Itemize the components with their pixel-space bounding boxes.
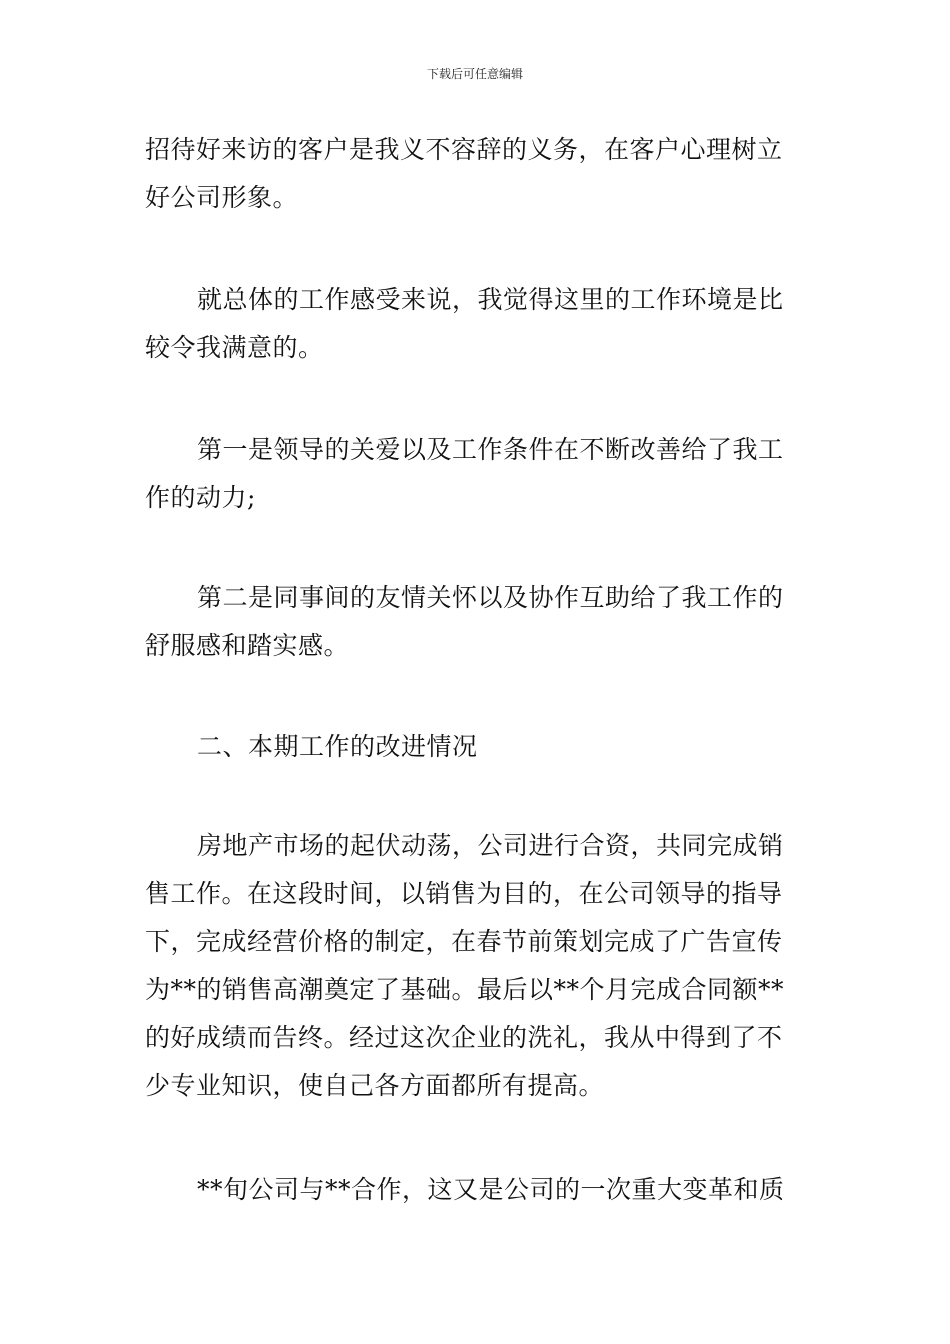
paragraph-line: **旬公司与**合作，这又是公司的一次重大变革和质 — [197, 1175, 785, 1204]
section-heading-text: 二、本期工作的改进情况 — [197, 732, 478, 761]
paragraph-line: 较令我满意的。 — [145, 333, 324, 362]
paragraph-line: 为**的销售高潮奠定了基础。最后以**个月完成合同额** — [145, 975, 785, 1004]
paragraph-work-feeling — [145, 276, 810, 372]
paragraph-line: 的好成绩而告终。经过这次企业的洗礼，我从中得到了不 — [145, 1023, 783, 1052]
paragraph-line: 好公司形象。 — [145, 183, 299, 212]
paragraph-line: 售工作。在这段时间，以销售为目的，在公司领导的指导 — [145, 879, 783, 908]
section-heading-improvements — [145, 723, 810, 771]
paragraph-line: 作的动力; — [145, 483, 256, 512]
paragraph-line: 房地产市场的起伏动荡，公司进行合资，共同完成销 — [197, 831, 784, 860]
paragraph-line: 下，完成经营价格的制定，在春节前策划完成了广告宣传 — [145, 927, 783, 956]
paragraph-line: 第二是同事间的友情关怀以及协作互助给了我工作的 — [197, 583, 784, 612]
page-header: 下载后可任意编辑 — [426, 67, 523, 81]
paragraph-line: 第一是领导的关爱以及工作条件在不断改善给了我工 — [197, 435, 784, 464]
paragraph-first-reason — [145, 426, 810, 522]
paragraph-line: 少专业知识，使自己各方面都所有提高。 — [145, 1071, 605, 1100]
paragraph-reception-duty — [145, 126, 810, 222]
paragraph-line: 招待好来访的客户是我义不容辞的义务，在客户心理树立 — [145, 135, 783, 164]
paragraph-real-estate-market — [145, 822, 810, 1110]
paragraph-line: 舒服感和踏实感。 — [145, 631, 350, 660]
paragraph-cooperation — [145, 1166, 810, 1214]
paragraph-line: 就总体的工作感受来说，我觉得这里的工作环境是比 — [197, 285, 784, 314]
paragraph-second-reason — [145, 574, 810, 670]
